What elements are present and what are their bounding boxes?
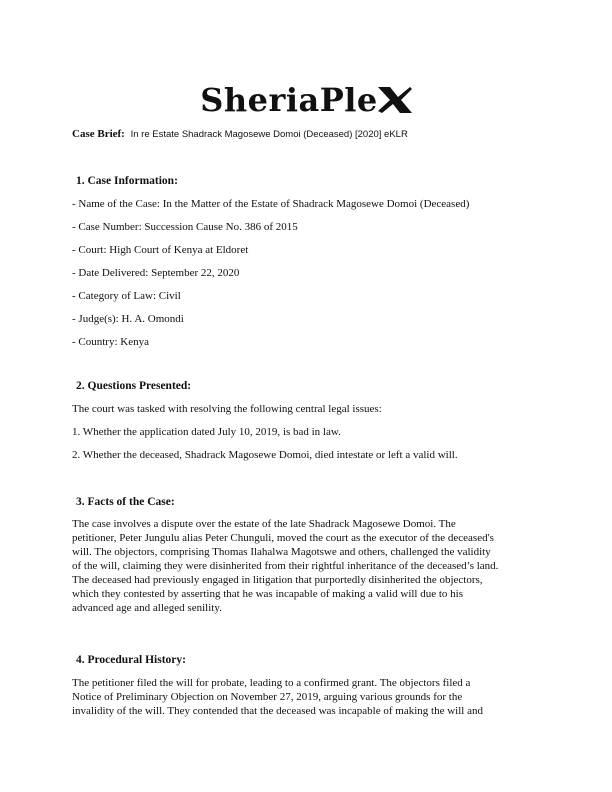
paragraph-line: advanced age and alleged senility.: [72, 602, 222, 614]
paragraph-line: which they contested by asserting that he was incapable of making a valid will due to his: [72, 588, 464, 600]
x-mark-icon: [376, 85, 412, 115]
paragraph-line: invalidity of the will. They contended that the deceased was incapable of making the will and: [72, 705, 483, 717]
list-item: 2. Whether the deceased, Shadrack Magosewe Domoi, died intestate or left a valid will.: [72, 449, 458, 461]
procedural-paragraph: [72, 676, 542, 718]
paragraph-line: The case involves a dispute over the estate of the late Shadrack Magosewe Domoi. The: [72, 518, 456, 530]
facts-heading-block: [72, 496, 542, 508]
logo-text: SheriaPle: [200, 81, 378, 119]
section-heading: 3. Facts of the Case:: [76, 496, 175, 508]
paragraph-line: of the will, claiming they were disinherited from their rightful inheritance of the deceased’s land.: [72, 560, 499, 572]
case-brief-label: Case Brief:: [72, 128, 125, 140]
list-item: - Case Number: Succession Cause No. 386 of 2015: [72, 221, 298, 233]
paragraph-line: The deceased had previously engaged in litigation that purportedly disinherited the objectors,: [72, 574, 483, 586]
list-item: - Name of the Case: In the Matter of the Estate of Shadrack Magosewe Domoi (Deceased): [72, 198, 470, 210]
questions-heading-block: [72, 380, 542, 392]
section-heading: 2. Questions Presented:: [76, 380, 192, 392]
list-item: - Court: High Court of Kenya at Eldoret: [72, 244, 249, 256]
case-information-heading-block: [72, 175, 542, 187]
paragraph-line: Notice of Preliminary Objection on November 27, 2019, arguing various grounds for the: [72, 691, 463, 703]
list-item: - Country: Kenya: [72, 336, 149, 348]
paragraph-line: The petitioner filed the will for probate, leading to a confirmed grant. The objectors filed a: [72, 677, 471, 689]
section-heading: 4. Procedural History:: [76, 654, 186, 666]
paragraph-line: petitioner, Peter Jungulu alias Peter Chunguli, moved the court as the executor of the deceased's: [72, 532, 494, 544]
procedural-heading-block: [72, 654, 542, 666]
list-item: 1. Whether the application dated July 10, 2019, is bad in law.: [72, 426, 341, 438]
sheriaplex-logo: [0, 80, 612, 120]
list-item: - Category of Law: Civil: [72, 290, 181, 302]
list-item: - Judge(s): H. A. Omondi: [72, 313, 184, 325]
section-heading: 1. Case Information:: [76, 175, 178, 187]
case-brief-title: In re Estate Shadrack Magosewe Domoi (Deceased) [2020] eKLR: [130, 129, 408, 140]
paragraph-line: will. The objectors, comprising Thomas Ilahalwa Magotswe and others, challenged the validity: [72, 546, 491, 558]
facts-paragraph: [72, 517, 542, 615]
list-item: - Date Delivered: September 22, 2020: [72, 267, 240, 279]
case-brief-line: [72, 128, 552, 140]
questions-intro: The court was tasked with resolving the following central legal issues:: [72, 403, 382, 415]
